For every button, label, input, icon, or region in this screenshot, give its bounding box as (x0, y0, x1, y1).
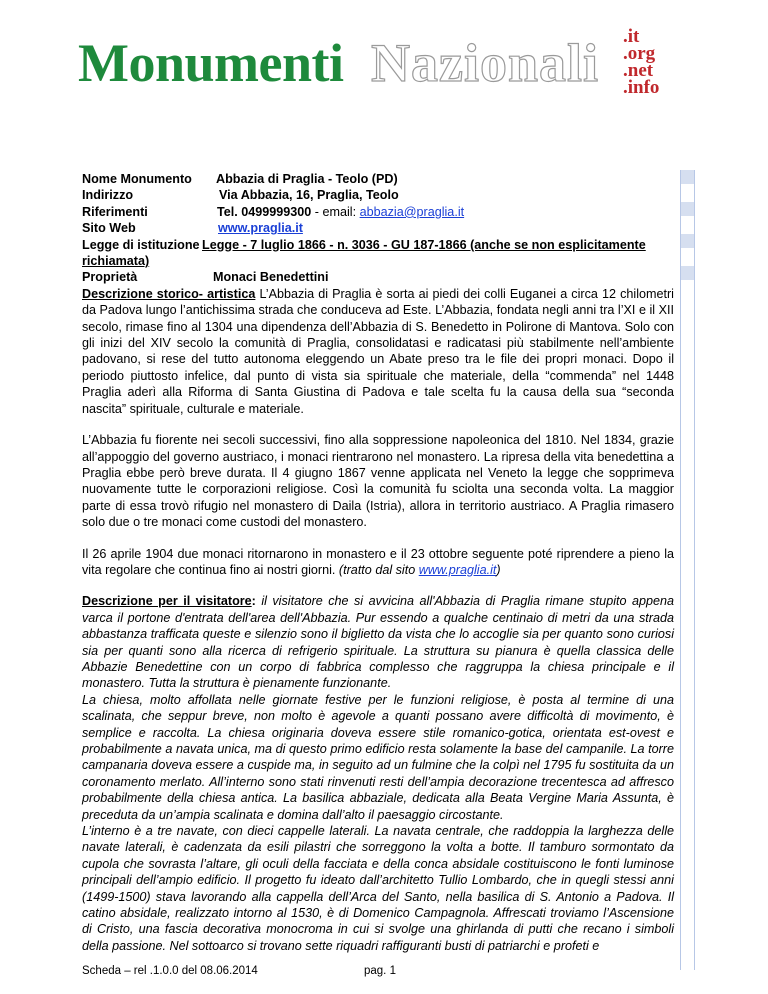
field-label: Legge di istituzione (82, 237, 200, 252)
field-proprieta (82, 269, 674, 285)
field-label: Sito Web (82, 221, 136, 236)
email-link[interactable]: abbazia@praglia.it (359, 204, 465, 219)
logo-tld-info: .info (623, 77, 660, 98)
logo-tld-it: .it (623, 26, 640, 47)
heading-colon: : (251, 594, 262, 609)
logo-tld-org: .org (623, 43, 656, 64)
field-label: Proprietà (82, 270, 138, 285)
field-value: Monaci Benedettini (213, 270, 329, 285)
website-link[interactable]: www.praglia.it (218, 221, 303, 236)
field-nome (82, 171, 674, 187)
field-label: Nome Monumento (82, 172, 192, 186)
source-link[interactable]: www.praglia.it (418, 562, 497, 577)
document-body (82, 171, 674, 954)
margin-block (681, 234, 694, 248)
storico-paragraph-3 (82, 546, 674, 579)
storico-paragraph-1 (82, 286, 674, 417)
logo-word-monumenti: Monumenti (78, 33, 344, 93)
paragraph-text: L’Abbazia di Praglia è sorta ai piedi dei colli Euganei a circa 12 chilometri da Padova lungo l’antichissima strada che conduceva ad Este. L’Abbazia, fondata negli anni tra l’XI e il XII secolo, rimase fino al 1304 una dipendenza dell’Abbazia di S. Benedetto in Polirone di Mantova. Solo con gli inizi del XIV secolo la comunità di Praglia, consolidatasi e radicatasi più stabilmente nell’ambiente padovano, si rese del tutto autonoma eleggendo un Abate preso tra le file dei propri monaci. Dopo il periodo piuttosto infelice, dal punto di vista sia spirituale che materiale, della “commenda” nel 1448 Praglia aderì alla Riforma di Santa Giustina di Padova e tale scelta fu la causa della sua “seconda nascita” spirituale, culturale e materiale. (82, 286, 674, 416)
field-legge-cont (82, 253, 674, 269)
field-value: Via Abbazia, 16, Praglia, Teolo (219, 188, 399, 203)
storico-paragraph-2: L’Abbazia fu fiorente nei secoli successivi, fino alla soppressione napoleonica del 1810. Nel 1834, grazie all’appoggio del governo austriaco, i monaci rientrarono nel monastero. La ripresa della vita benedettina a Praglia ebbe però breve durata. Il 4 giugno 1867 venne applicata nel Veneto la legge che sopprimeva nuovamente tutte le corporazioni religiose. Così la comunità fu sciolta una seconda volta. La maggior parte di essa trovò rifugio nel monastero di Daila (Istria), allora in territorio austriaco. A Praglia rimasero solo due o tre monaci come custodi del monastero. (82, 433, 674, 530)
field-sito (82, 220, 674, 236)
site-logo (78, 26, 698, 110)
field-value: richiamata) (82, 254, 150, 269)
right-margin-bar (680, 170, 695, 970)
margin-block (681, 266, 694, 280)
section-heading-storico: Descrizione storico- artistica (82, 286, 256, 301)
paragraph-text: Il 26 aprile 1904 due monaci ritornarono in monastero e il 23 ottobre seguente poté riprendere a pieno la vita regolare che continua fino ai nostri giorni. (82, 546, 674, 577)
logo-tld-list (623, 28, 683, 96)
footer-page-number: pag. 1 (364, 965, 396, 977)
field-label: Riferimenti (82, 204, 148, 219)
logo-word-nazionali: Nazionali (371, 33, 600, 93)
field-indirizzo (82, 187, 674, 203)
margin-block (681, 170, 694, 184)
margin-block (681, 202, 694, 216)
footer-scheda: Scheda – rel .1.0.0 del 08.06.2014 (82, 965, 258, 977)
section-heading-visitatore: Descrizione per il visitatore (82, 594, 252, 609)
source-note: (tratto dal sito (338, 562, 419, 577)
logo-tld-net: .net (623, 60, 654, 81)
field-legge (82, 237, 674, 253)
paragraph-text: il visitatore che si avvicina all'Abbazia di Praglia rimane stupito appena varca il portone d'entrata dell'area dell'Abbazia. Pur essendo a qualche centinaio di metri da una strada abbastanza trafficata queste e silenzio sono il biglietto da vista che lo accoglie sia per quanto sono curiosi sia per quanti sono alla ricerca di refrigerio spirituale. La struttura su pianura è quella classica delle Abbazie Benedettine con un corpo di fabbrica complesso che raggruppa la chiesa principale e il monastero. Tutta la struttura è pienamente funzionante. (82, 594, 674, 691)
visitatore-paragraph-1 (82, 593, 674, 691)
visitatore-paragraph-3: L’interno è a tre navate, con dieci cappelle laterali. La navata centrale, che raddoppia la larghezza delle navate laterali, è cadenzata da esili pilastri che sorreggono la volta a botte. Il tamburo sormontato da cupola che sovrasta l’altare, gli oculi della facciata e della conca absidale costituiscono le fonti luminose principali dell’ampio edificio. Il progetto fu ideato dall’architetto Tullio Lombardo, che in quegli stessi anni (1499-1500) stava lavorando alla cappella dell’Arca del Santo, nella basilica di S. Antonio a Padova. Il catino absidale, realizzato intorno al 1530, è di Domenico Campagnola. Affrescati troviamo l’Ascensione di Cristo, una fascia decorativa monocroma in cui si svolge una ghirlanda di putti che recano i simboli della passione. Nel sottoarco si trovano sette riquadri raffiguranti busti di patriarchi e profeti e (82, 824, 674, 953)
source-note-close: ) (496, 562, 501, 577)
visitatore-paragraph-2: La chiesa, molto affollata nelle giornate festive per le funzioni religiose, è posta al termine di una scalinata, che seppur breve, non molto è agevole a quanti possano avere difficoltà di movimento, è semplice e raccolta. La chiesa originaria doveva essere stile romanico-gotica, orientata est-ovest e probabilmente a navata unica, ma di questo primo edificio resta solamente la base del campanile. La torre campanaria doveva essere a cuspide ma, in seguito ad un fulmine che la colpì nel 1795 fu sostituita da un coronamento merlato. All’interno sono stati rinvenuti resti dell’ampia decorazione trecentesca ad affresco probabilmente della chiesa antica. La basilica abbaziale, dedicata alla Beata Vergine Maria Assunta, è preceduta da un’ampia scalinata e domina dall’alto il paesaggio circostante. (82, 692, 674, 822)
email-prefix: - email: (311, 204, 360, 219)
field-value: Legge - 7 luglio 1866 - n. 3036 - GU 187-1866 (anche se non esplicitamente (202, 237, 646, 252)
field-value: Tel. 0499999300 (217, 204, 312, 219)
field-label: Indirizzo (82, 188, 134, 203)
field-riferimenti (82, 204, 674, 220)
field-value: Abbazia di Praglia - Teolo (PD) (216, 172, 398, 186)
